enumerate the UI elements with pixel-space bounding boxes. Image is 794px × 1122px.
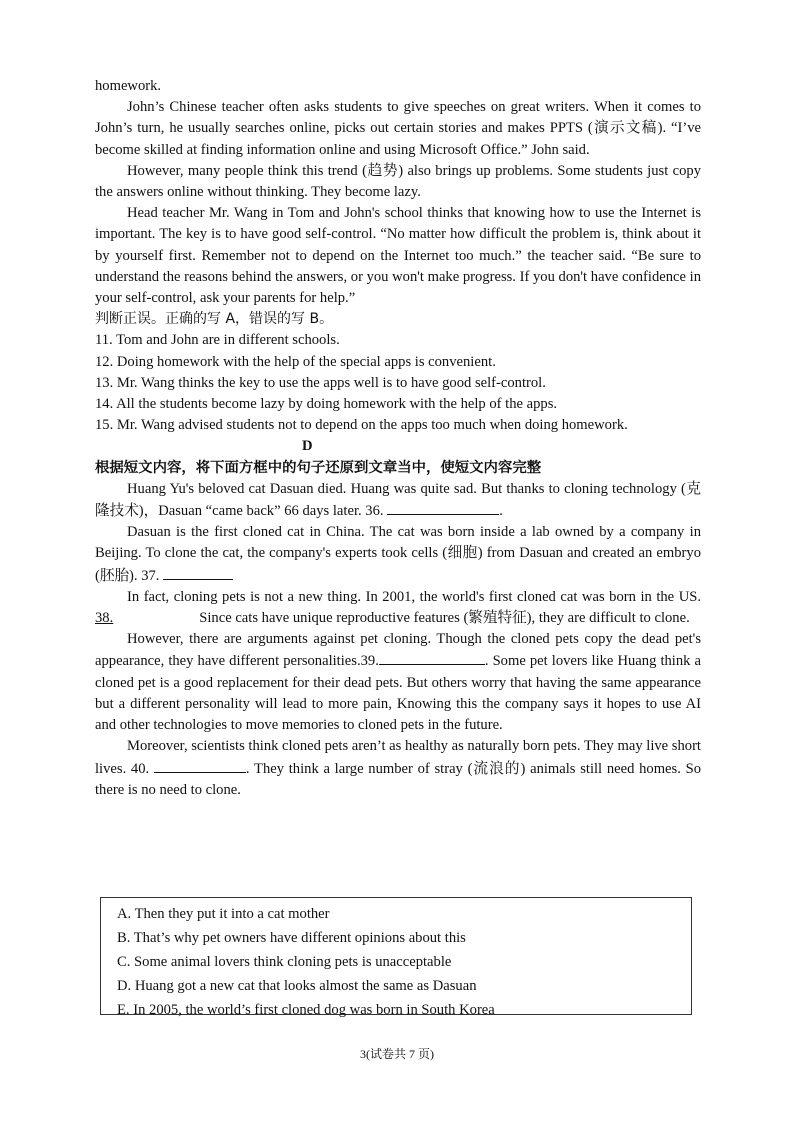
passage-d-paragraph-4 — [95, 629, 701, 736]
section-d-heading: D — [302, 438, 313, 455]
answer-blank-40[interactable] — [154, 758, 246, 773]
blank-38-number: 38. — [95, 610, 114, 627]
paragraph-5-text-a: Moreover, scientists think cloned pets aren’t as healthy as naturally born pets. They may live short lives. 40. — [95, 738, 701, 777]
question-12: 12. Doing homework with the help of the special apps is convenient. — [95, 353, 496, 370]
passage-d-paragraph-5 — [95, 736, 701, 801]
question-15: 15. Mr. Wang advised students not to depend on the apps too much when doing homework. — [95, 417, 628, 434]
passage-d-paragraph-2 — [95, 522, 701, 587]
exam-page-body — [95, 76, 701, 801]
options-box — [100, 897, 692, 1018]
option-c: C. Some animal lovers think cloning pets is unacceptable — [117, 954, 452, 970]
passage-d-paragraph-1 — [95, 479, 701, 522]
option-d: D. Huang got a new cat that looks almost the same as Dasuan — [117, 978, 477, 994]
question-14: 14. All the students become lazy by doing homework with the help of the apps. — [95, 396, 558, 413]
section-d-instruction: 根据短文内容，将下面方框中的句子还原到文章当中，使短文内容完整 — [95, 459, 542, 476]
paragraph-1-text: Huang Yu's beloved cat Dasuan died. Huang was quite sad. But thanks to cloning technology (克隆技术)，Dasuan “came back” 66 days later. 36. — [95, 480, 701, 520]
passage-d-paragraph-3 — [95, 587, 701, 629]
paragraph-2-text: Dasuan is the first cloned cat in China. The cat was born inside a lab owned by a company in Beijing. To clone the cat, the company's experts took cells (细胞) from Dasuan and created an embryo (胚胎). 37. — [95, 524, 701, 584]
passage-c-paragraph-2: However, many people think this trend (趋势) also brings up problems. Some students just copy the answers online without thinking. They become lazy. — [95, 162, 701, 201]
true-false-instruction: 判断正误。正确的写 A，错误的写 B。 — [95, 311, 334, 328]
paragraph-4-text-a: However, there are arguments against pet cloning. Though the cloned pets copy the dead pet's appearance, they have different personalities.39. — [95, 631, 701, 670]
answer-blank-37[interactable] — [163, 565, 233, 580]
paragraph-5-text-b: . They think a large number of stray (流浪的) animals still need homes. So there is no need to clone. — [95, 760, 701, 798]
paragraph-3-text-b: Since cats have unique reproductive features (繁殖特征), they are difficult to clone. — [199, 610, 690, 627]
answer-blank-36[interactable] — [387, 500, 499, 515]
paragraph-3-text-a: In fact, cloning pets is not a new thing. In 2001, the world's first cloned cat was born in the US. — [127, 588, 701, 605]
option-a: A. Then they put it into a cat mother — [117, 906, 330, 922]
passage-c-paragraph-3: Head teacher Mr. Wang in Tom and John's school thinks that knowing how to use the Internet is important. The key is to have good self-control. “No matter how difficult the problem is, think about it by yourself first. Remember not to depend on the Internet too much.” the teacher said. “Be sure to understand the reasons behind the answers, or you won't make progress. If you don't have confidence in your self-control, ask your parents for help.” — [95, 205, 701, 307]
passage-c-paragraph-0: homework. — [95, 78, 162, 94]
paragraph-4-text-b: . Some pet lovers like Huang think a cloned pet is a good replacement for their dead pets. But others worry that having the same appearance but a different personality will lead to more pain, Knowing this the company says it hopes to use AI and other technologies to move memories to cloned pets in the future. — [95, 653, 701, 734]
answer-blank-38[interactable] — [95, 610, 199, 626]
passage-c-paragraph-1: John’s Chinese teacher often asks students to give speeches on great writers. When it comes to John’s turn, he usually searches online, picks out certain stories and makes PPTS (演示文稿). “I’ve become skilled at finding information online and using Microsoft Office.” John said. — [95, 99, 701, 158]
option-e: E. In 2005, the world’s first cloned dog was born in South Korea — [117, 1002, 495, 1018]
option-b: B. That’s why pet owners have different opinions about this — [117, 930, 466, 946]
page-footer: 3(试卷共 7 页) — [360, 1047, 434, 1061]
question-13: 13. Mr. Wang thinks the key to use the apps well is to have good self-control. — [95, 374, 546, 391]
question-11: 11. Tom and John are in different schools. — [95, 332, 340, 349]
answer-blank-39[interactable] — [379, 650, 485, 665]
paragraph-1-period: . — [499, 503, 503, 520]
